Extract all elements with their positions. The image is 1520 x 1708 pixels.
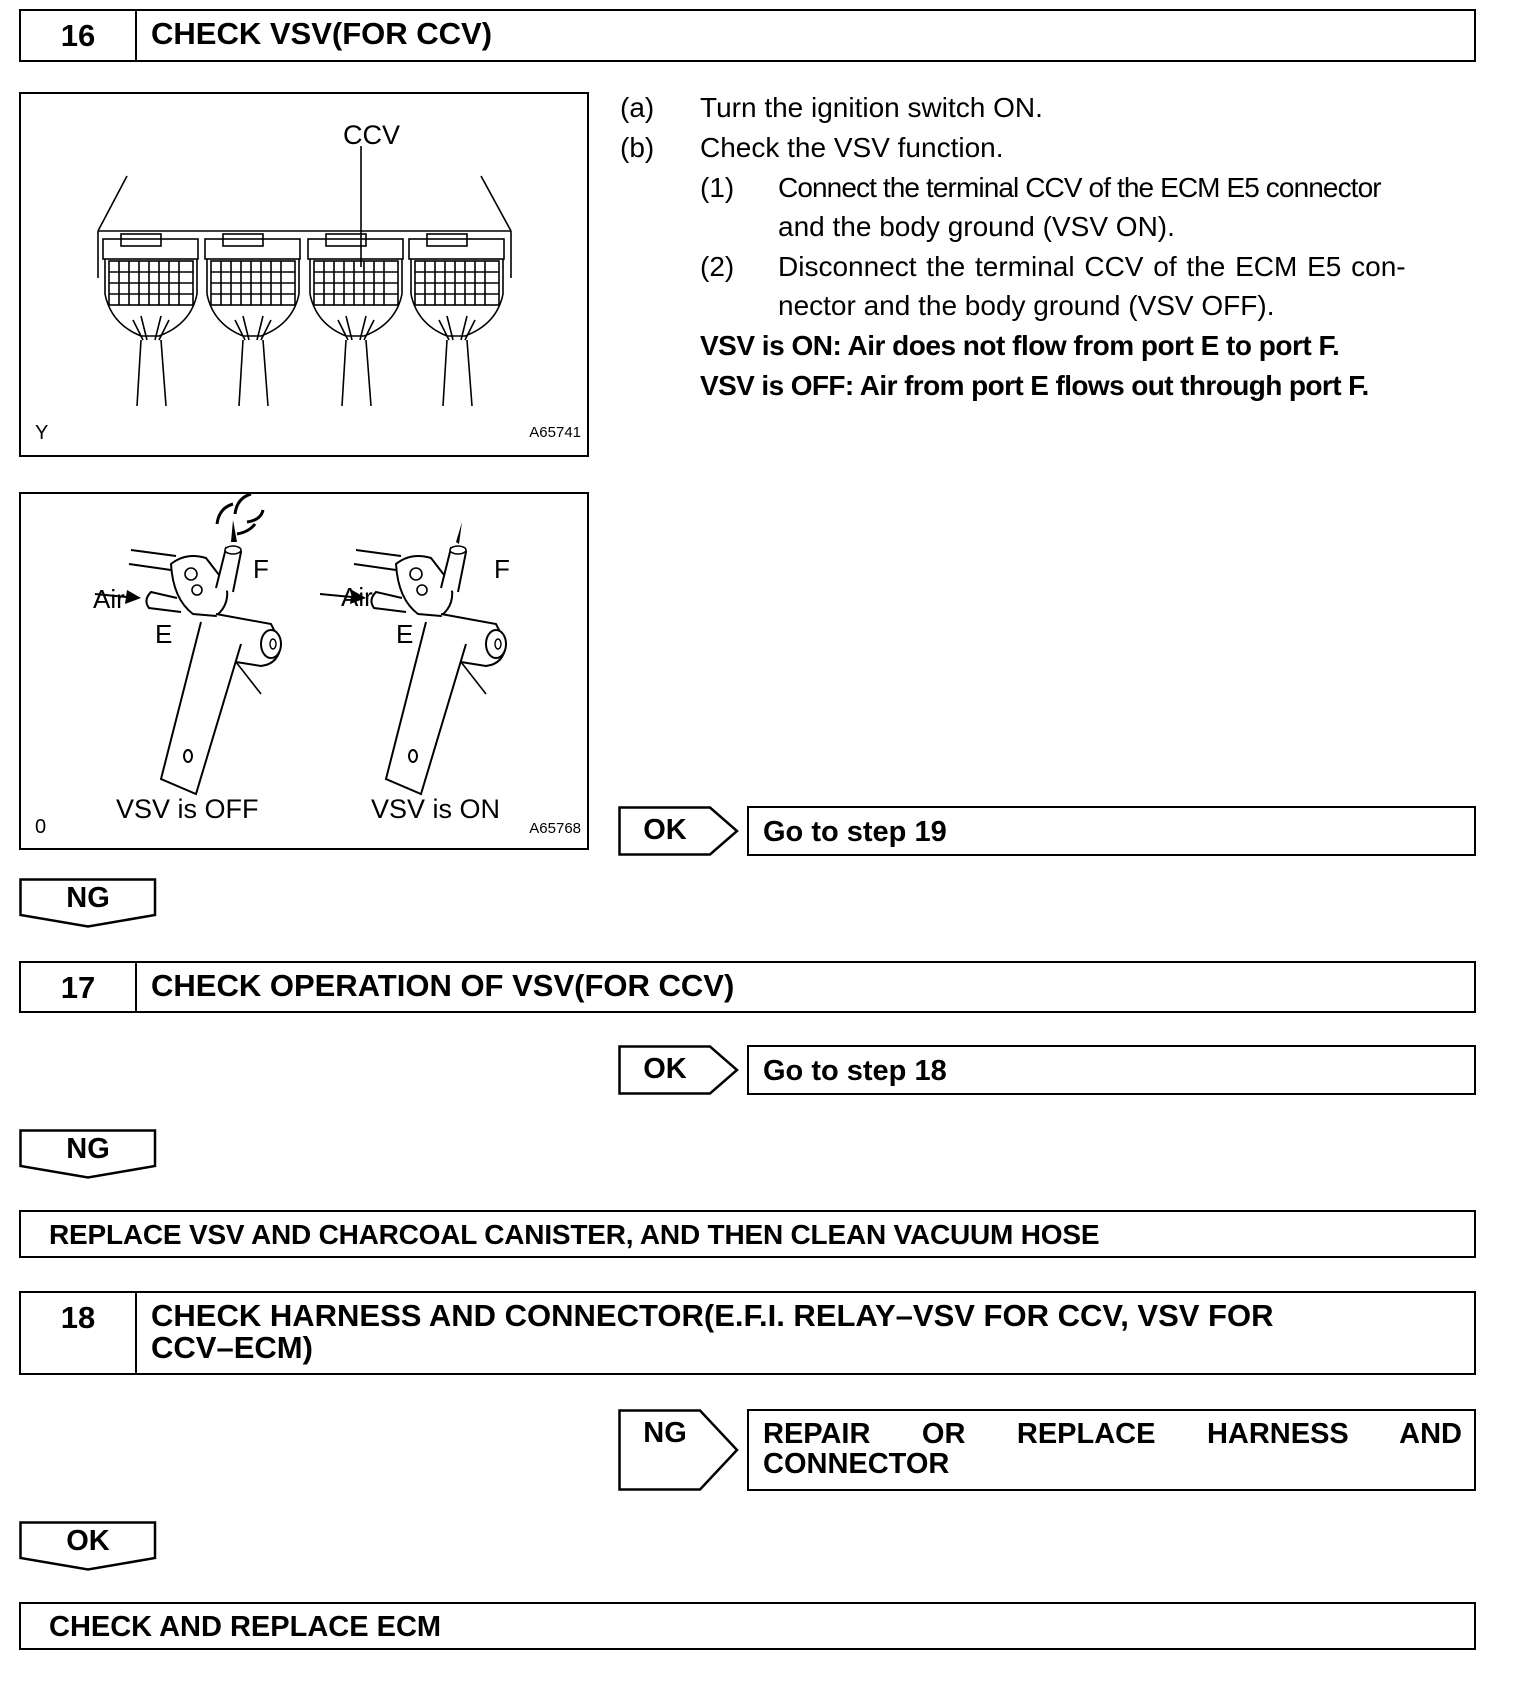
ng-label: NG <box>66 882 110 914</box>
ok-label: OK <box>643 814 687 846</box>
sub-instruction-1-line1: Connect the terminal CCV of the ECM E5 connector <box>778 172 1381 203</box>
instruction-a-marker: (a) <box>620 92 655 123</box>
result-line1: REPAIR OR REPLACE HARNESS AND <box>763 1418 1462 1450</box>
figure-corner-label: Y <box>35 422 49 444</box>
port-e-label-off: E <box>155 619 173 649</box>
sub-instruction-2-line1: Disconnect the terminal CCV of the ECM E5 con- <box>778 251 1406 282</box>
ecm-connector-figure <box>19 92 589 457</box>
port-e-label-on: E <box>396 619 414 649</box>
vsv-illustration <box>21 494 586 847</box>
step-18-header <box>19 1291 1476 1375</box>
ng-branch-arrow[interactable] <box>19 878 157 928</box>
ng-label: NG <box>643 1417 687 1449</box>
figure-code: A65741 <box>529 424 581 441</box>
step-number: 17 <box>21 963 137 1011</box>
sub-instruction-1-marker: (1) <box>700 172 735 203</box>
ok-branch-arrow[interactable] <box>618 1045 740 1095</box>
instruction-b-text: Check the VSV function. <box>700 132 1004 163</box>
sub-instruction-1-line2: and the body ground (VSV ON). <box>778 211 1175 242</box>
ccv-callout-label: CCV <box>343 120 401 150</box>
ok-label: OK <box>66 1525 110 1557</box>
port-f-label-on: F <box>494 554 510 584</box>
sub-instruction-2-marker: (2) <box>700 251 735 282</box>
step-17-header <box>19 961 1476 1013</box>
spec-vsv-off: VSV is OFF: Air from port E flows out through port F. <box>700 370 1369 401</box>
repair-replace-harness-result[interactable] <box>747 1409 1476 1491</box>
ok-branch-arrow[interactable] <box>618 806 740 856</box>
step-number: 18 <box>21 1293 137 1373</box>
replace-vsv-canister-result: REPLACE VSV AND CHARCOAL CANISTER, AND THEN CLEAN VACUUM HOSE <box>19 1210 1476 1258</box>
step-title: CHECK OPERATION OF VSV(FOR CCV) <box>151 968 735 1003</box>
instruction-a-text: Turn the ignition switch ON. <box>700 92 1043 123</box>
go-to-step-18[interactable]: Go to step 18 <box>747 1045 1476 1095</box>
step-16-header <box>19 9 1476 62</box>
ok-branch-arrow[interactable] <box>19 1521 157 1571</box>
port-f-label-off: F <box>253 554 269 584</box>
step-title-line2: CCV–ECM) <box>151 1330 313 1365</box>
ng-label: NG <box>66 1133 110 1165</box>
step-title-line1: CHECK HARNESS AND CONNECTOR(E.F.I. RELAY–VSV FOR CCV, VSV FOR <box>151 1298 1274 1333</box>
step-title: CHECK VSV(FOR CCV) <box>151 16 493 51</box>
figure-corner-label: 0 <box>35 816 47 838</box>
step-title <box>137 1293 1474 1373</box>
vsv-off-caption: VSV is OFF <box>116 794 259 824</box>
ecm-connector-illustration <box>21 94 586 454</box>
ng-branch-arrow[interactable] <box>618 1409 740 1491</box>
result-line2: CONNECTOR <box>763 1448 950 1480</box>
ng-branch-arrow[interactable] <box>19 1129 157 1179</box>
vsv-on-caption: VSV is ON <box>371 794 501 824</box>
air-label-on: Air <box>341 582 373 612</box>
check-replace-ecm-result: CHECK AND REPLACE ECM <box>19 1602 1476 1650</box>
step-number: 16 <box>21 11 137 60</box>
spec-vsv-on: VSV is ON: Air does not flow from port E to port F. <box>700 330 1340 361</box>
instruction-b-marker: (b) <box>620 132 655 163</box>
go-to-step-19[interactable]: Go to step 19 <box>747 806 1476 856</box>
vsv-function-figure <box>19 492 589 850</box>
air-label-off: Air <box>93 584 125 614</box>
sub-instruction-2-line2: nector and the body ground (VSV OFF). <box>778 290 1275 321</box>
ok-label: OK <box>643 1053 687 1085</box>
figure-code: A65768 <box>529 820 581 837</box>
